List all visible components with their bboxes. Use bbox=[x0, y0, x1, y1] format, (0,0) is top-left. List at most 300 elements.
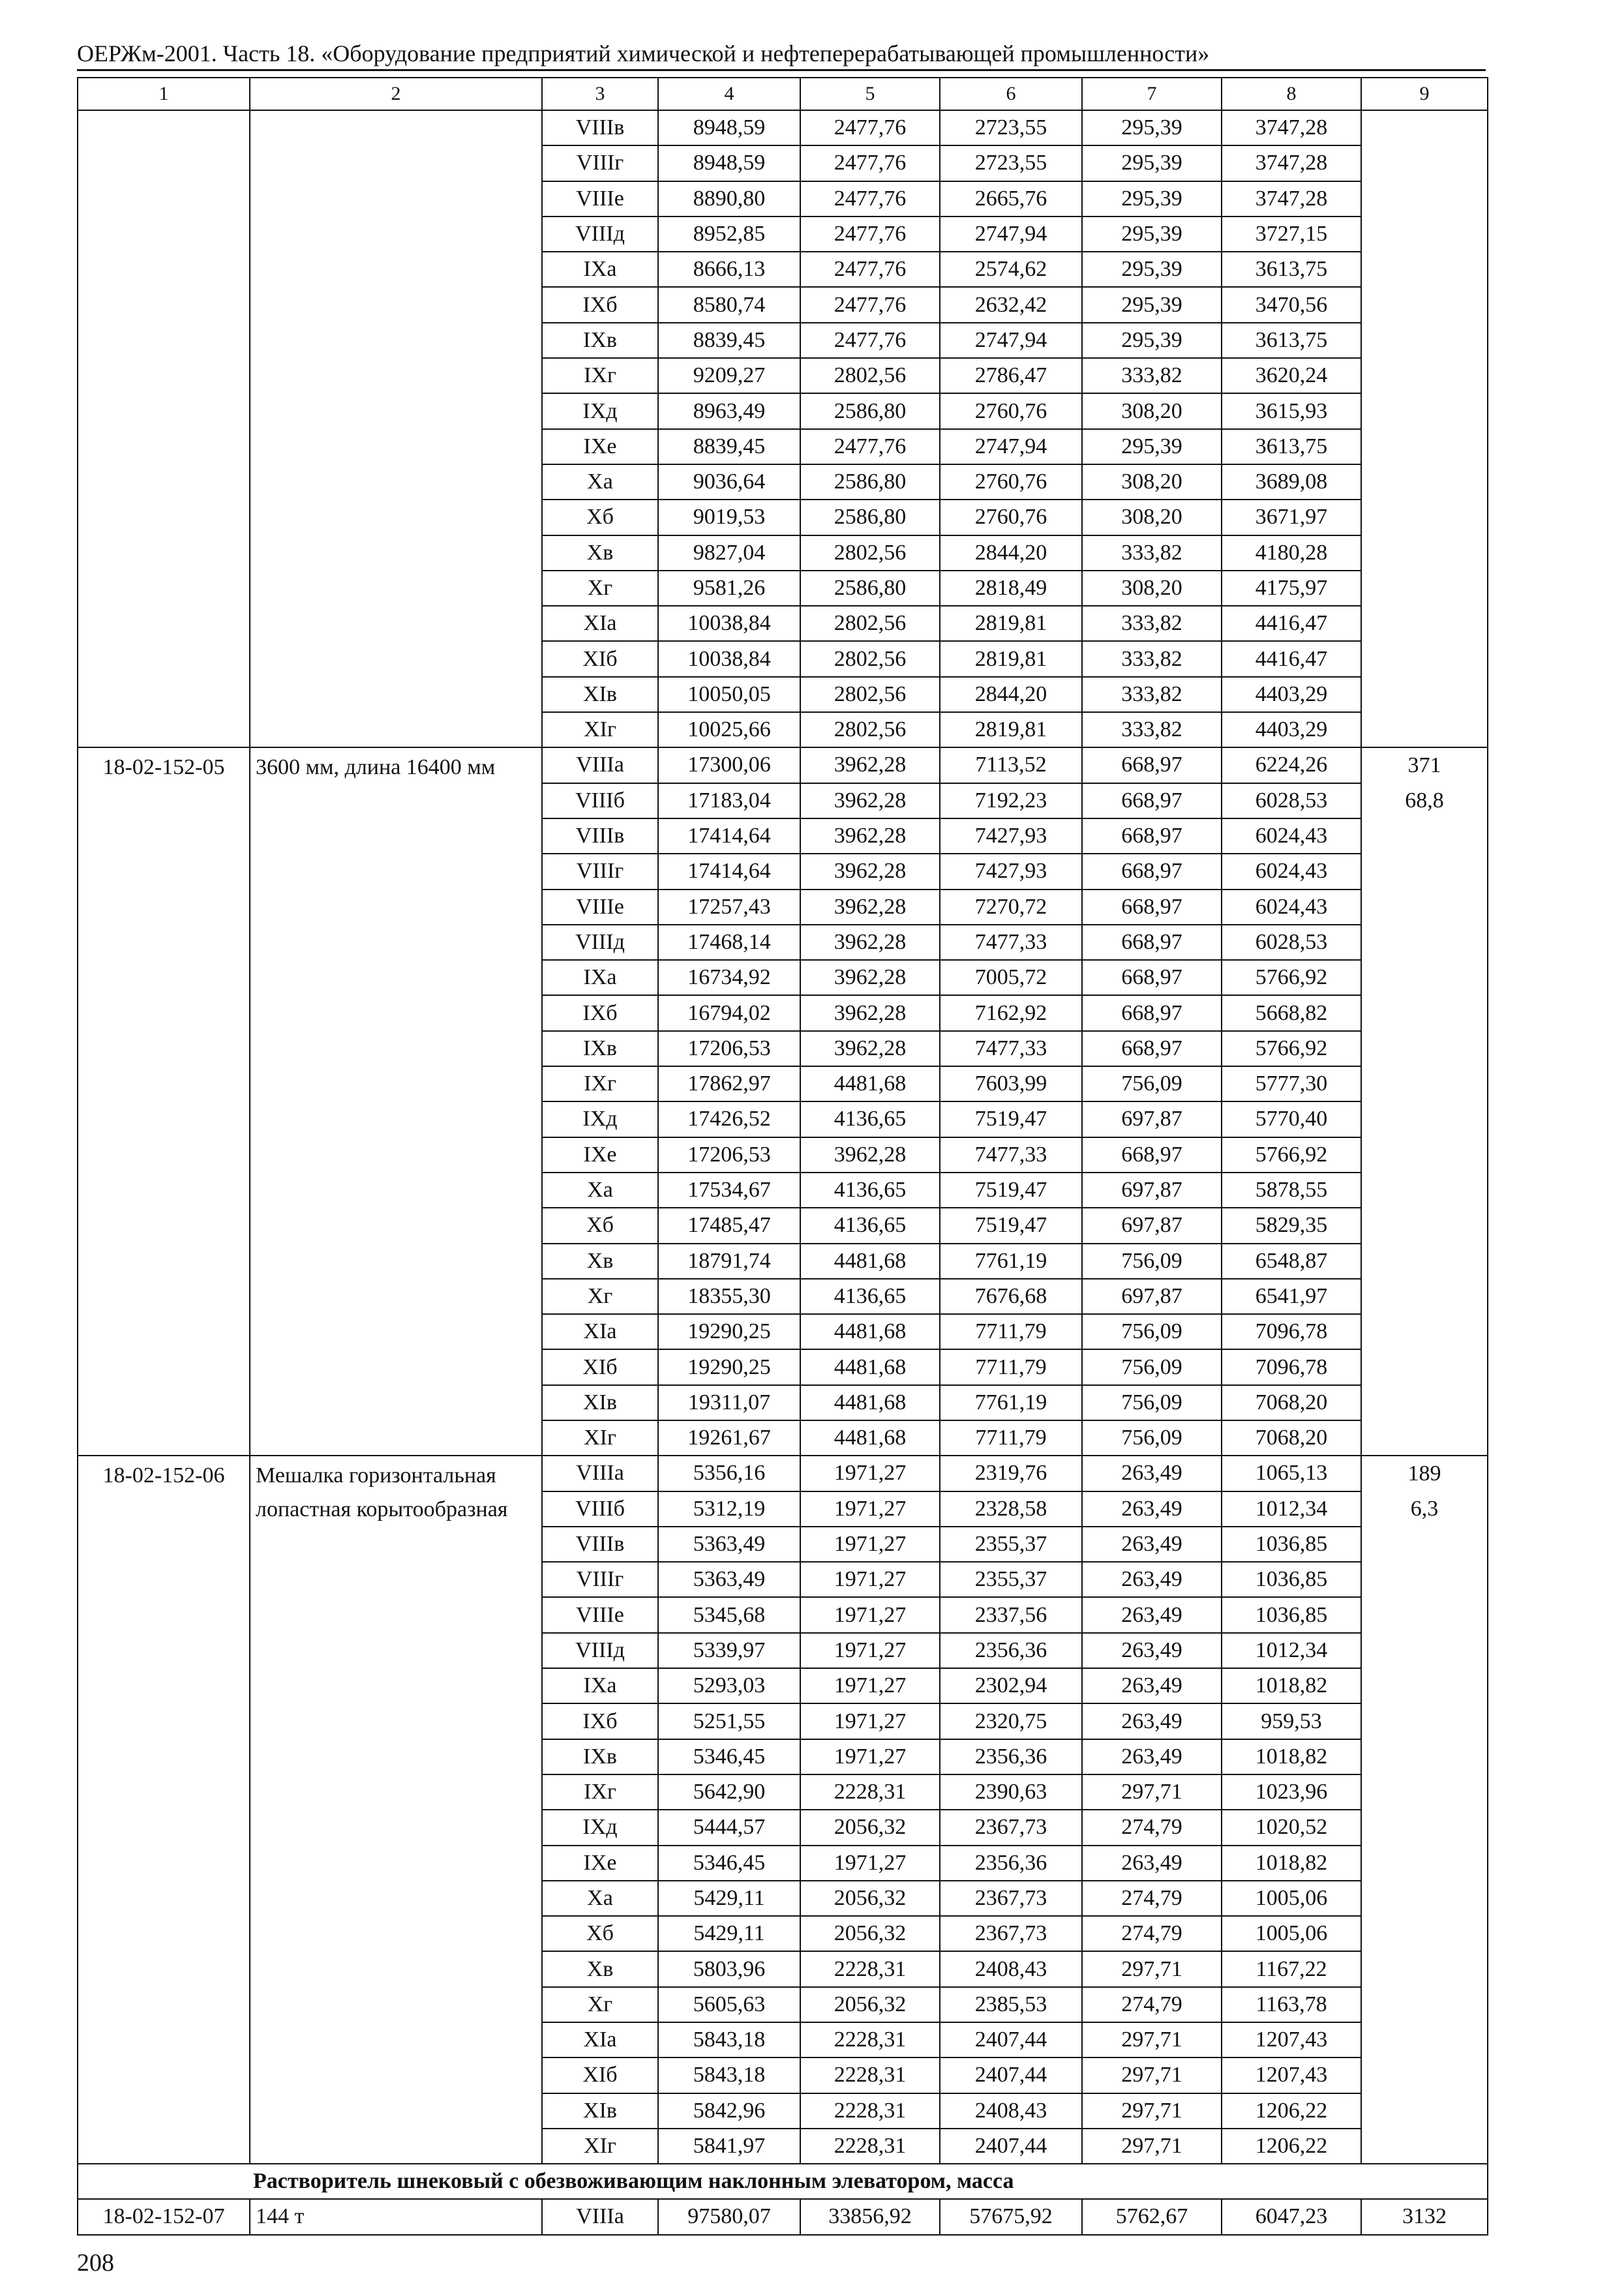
value-cell: 263,49 bbox=[1082, 1633, 1222, 1668]
value-cell: 4481,68 bbox=[800, 1349, 940, 1384]
col9-value: 6,3 bbox=[1361, 1491, 1488, 1527]
value-cell: 2477,76 bbox=[800, 323, 940, 358]
value-cell: 333,82 bbox=[1082, 712, 1222, 747]
value-cell: 1023,96 bbox=[1222, 1774, 1361, 1810]
value-cell: 1005,06 bbox=[1222, 1916, 1361, 1951]
section-title: Растворитель шнековый с обезвоживающим наклонным элеватором, масса bbox=[78, 2164, 1488, 2199]
page-header: ОЕРЖм-2001. Часть 18. «Оборудование предприятий химической и нефтеперерабатывающей промышленности» bbox=[77, 40, 1210, 67]
value-cell: 2407,44 bbox=[940, 2129, 1082, 2164]
value-cell: 2355,37 bbox=[940, 1527, 1082, 1562]
value-cell: 3620,24 bbox=[1222, 358, 1361, 393]
value-cell: VIIIд bbox=[542, 925, 658, 960]
rates-table bbox=[77, 77, 1488, 2236]
value-cell: 7096,78 bbox=[1222, 1349, 1361, 1384]
col9-value bbox=[1361, 1527, 1488, 1562]
value-cell: 2477,76 bbox=[800, 110, 940, 145]
value-cell: VIIIг bbox=[542, 145, 658, 181]
value-cell: XIб bbox=[542, 1349, 658, 1384]
col9-value bbox=[1361, 1101, 1488, 1137]
value-cell: 297,71 bbox=[1082, 2129, 1222, 2164]
value-cell: 1012,34 bbox=[1222, 1491, 1361, 1527]
value-cell: 8948,59 bbox=[658, 145, 800, 181]
value-cell: 18791,74 bbox=[658, 1244, 800, 1279]
value-cell: 2328,58 bbox=[940, 1491, 1082, 1527]
value-cell: 5843,18 bbox=[658, 2057, 800, 2093]
item-name bbox=[250, 110, 542, 747]
value-cell: 8948,59 bbox=[658, 110, 800, 145]
col9-value: 189 bbox=[1361, 1456, 1488, 1491]
value-cell: IXг bbox=[542, 1774, 658, 1810]
value-cell: IXе bbox=[542, 1846, 658, 1881]
value-cell: IXб bbox=[542, 1703, 658, 1739]
value-cell: 1163,78 bbox=[1222, 1987, 1361, 2022]
value-cell: 5293,03 bbox=[658, 1668, 800, 1703]
value-cell: 4136,65 bbox=[800, 1208, 940, 1243]
value-cell: IXб bbox=[542, 995, 658, 1030]
value-cell: 1971,27 bbox=[800, 1703, 940, 1739]
col9-value bbox=[1361, 1703, 1488, 1739]
value-cell: 333,82 bbox=[1082, 641, 1222, 676]
value-cell: 2802,56 bbox=[800, 358, 940, 393]
value-cell: 7270,72 bbox=[940, 890, 1082, 925]
value-cell: 5429,11 bbox=[658, 1881, 800, 1916]
value-cell: IXг bbox=[542, 1066, 658, 1101]
value-cell: 2802,56 bbox=[800, 535, 940, 571]
col9-value bbox=[1361, 890, 1488, 925]
value-cell: 2367,73 bbox=[940, 1916, 1082, 1951]
value-cell: 1971,27 bbox=[800, 1846, 940, 1881]
value-cell: Xб bbox=[542, 1916, 658, 1951]
value-cell: 274,79 bbox=[1082, 1916, 1222, 1951]
value-cell: 2302,94 bbox=[940, 1668, 1082, 1703]
value-cell: 697,87 bbox=[1082, 1208, 1222, 1243]
value-cell: 2408,43 bbox=[940, 1951, 1082, 1986]
value-cell: 2844,20 bbox=[940, 535, 1082, 571]
value-cell: 3962,28 bbox=[800, 747, 940, 783]
value-cell: 3962,28 bbox=[800, 818, 940, 854]
value-cell: 1036,85 bbox=[1222, 1562, 1361, 1597]
value-cell: 959,53 bbox=[1222, 1703, 1361, 1739]
value-cell: IXб bbox=[542, 287, 658, 322]
col9-value bbox=[1361, 712, 1488, 747]
value-cell: 8839,45 bbox=[658, 323, 800, 358]
value-cell: 2407,44 bbox=[940, 2057, 1082, 2093]
col9-value bbox=[1361, 1031, 1488, 1066]
value-cell: 17414,64 bbox=[658, 818, 800, 854]
section-title-row bbox=[78, 2164, 1488, 2199]
value-cell: 756,09 bbox=[1082, 1314, 1222, 1349]
value-cell: Xв bbox=[542, 1244, 658, 1279]
value-cell: VIIIе bbox=[542, 1597, 658, 1632]
value-cell: 10038,84 bbox=[658, 606, 800, 641]
col9-value: 371 bbox=[1361, 747, 1488, 783]
value-cell: XIг bbox=[542, 2129, 658, 2164]
column-number: 1 bbox=[78, 78, 250, 110]
value-cell: 3962,28 bbox=[800, 854, 940, 889]
value-cell: 9036,64 bbox=[658, 464, 800, 500]
value-cell: 7113,52 bbox=[940, 747, 1082, 783]
col9-value bbox=[1361, 1420, 1488, 1456]
value-cell: 295,39 bbox=[1082, 110, 1222, 145]
col9-value bbox=[1361, 606, 1488, 641]
value-cell: 4416,47 bbox=[1222, 606, 1361, 641]
value-cell: 297,71 bbox=[1082, 2057, 1222, 2093]
value-cell: 18355,30 bbox=[658, 1279, 800, 1314]
col9-value bbox=[1361, 1244, 1488, 1279]
value-cell: 1971,27 bbox=[800, 1597, 940, 1632]
value-cell: 5363,49 bbox=[658, 1562, 800, 1597]
value-cell: 17300,06 bbox=[658, 747, 800, 783]
value-cell: 1971,27 bbox=[800, 1491, 940, 1527]
col9-value bbox=[1361, 535, 1488, 571]
value-cell: IXа bbox=[542, 1668, 658, 1703]
value-cell: 1971,27 bbox=[800, 1456, 940, 1491]
value-cell: 2760,76 bbox=[940, 500, 1082, 535]
value-cell: 5363,49 bbox=[658, 1527, 800, 1562]
value-cell: 8839,45 bbox=[658, 429, 800, 464]
value-cell: 8952,85 bbox=[658, 217, 800, 252]
value-cell: 7427,93 bbox=[940, 818, 1082, 854]
value-cell: Xа bbox=[542, 1881, 658, 1916]
value-cell: 7477,33 bbox=[940, 925, 1082, 960]
value-cell: 4136,65 bbox=[800, 1173, 940, 1208]
col9-value bbox=[1361, 925, 1488, 960]
value-cell: 3962,28 bbox=[800, 1137, 940, 1173]
value-cell: 2760,76 bbox=[940, 464, 1082, 500]
value-cell: 7761,19 bbox=[940, 1244, 1082, 1279]
value-cell: 2385,53 bbox=[940, 1987, 1082, 2022]
value-cell: 1167,22 bbox=[1222, 1951, 1361, 1986]
value-cell: 3747,28 bbox=[1222, 110, 1361, 145]
col9-value bbox=[1361, 287, 1488, 322]
value-cell: 57675,92 bbox=[940, 2199, 1082, 2234]
value-cell: 756,09 bbox=[1082, 1349, 1222, 1384]
value-cell: 2586,80 bbox=[800, 500, 940, 535]
value-cell: 1971,27 bbox=[800, 1527, 940, 1562]
value-cell: 668,97 bbox=[1082, 854, 1222, 889]
value-cell: IXа bbox=[542, 252, 658, 287]
value-cell: XIв bbox=[542, 677, 658, 712]
col9-value bbox=[1361, 1597, 1488, 1632]
value-cell: 2056,32 bbox=[800, 1916, 940, 1951]
value-cell: VIIIв bbox=[542, 1527, 658, 1562]
value-cell: 7519,47 bbox=[940, 1173, 1082, 1208]
value-cell: 17206,53 bbox=[658, 1031, 800, 1066]
value-cell: 295,39 bbox=[1082, 323, 1222, 358]
value-cell: 5762,67 bbox=[1082, 2199, 1222, 2234]
col9-value bbox=[1361, 1279, 1488, 1314]
value-cell: 3132 bbox=[1361, 2199, 1488, 2234]
value-cell: VIIIа bbox=[542, 1456, 658, 1491]
value-cell: 263,49 bbox=[1082, 1703, 1222, 1739]
value-cell: 5843,18 bbox=[658, 2022, 800, 2057]
value-cell: 97580,07 bbox=[658, 2199, 800, 2234]
value-cell: 1971,27 bbox=[800, 1633, 940, 1668]
value-cell: VIIIд bbox=[542, 1633, 658, 1668]
value-cell: 7162,92 bbox=[940, 995, 1082, 1030]
value-cell: 2319,76 bbox=[940, 1456, 1082, 1491]
value-cell: 756,09 bbox=[1082, 1244, 1222, 1279]
col9-value bbox=[1361, 2093, 1488, 2129]
value-cell: 6548,87 bbox=[1222, 1244, 1361, 1279]
value-cell: 6024,43 bbox=[1222, 854, 1361, 889]
value-cell: 2356,36 bbox=[940, 1739, 1082, 1774]
value-cell: IXе bbox=[542, 429, 658, 464]
column-number: 4 bbox=[658, 78, 800, 110]
value-cell: 17414,64 bbox=[658, 854, 800, 889]
value-cell: IXа bbox=[542, 960, 658, 995]
item-code: 18-02-152-07 bbox=[78, 2199, 250, 2234]
col9-value bbox=[1361, 1881, 1488, 1916]
value-cell: 2574,62 bbox=[940, 252, 1082, 287]
item-code: 18-02-152-05 bbox=[78, 747, 250, 1456]
value-cell: 5770,40 bbox=[1222, 1101, 1361, 1137]
table-row bbox=[78, 1456, 1488, 1491]
value-cell: 263,49 bbox=[1082, 1562, 1222, 1597]
value-cell: VIIIа bbox=[542, 747, 658, 783]
value-cell: 2477,76 bbox=[800, 217, 940, 252]
value-cell: 1971,27 bbox=[800, 1668, 940, 1703]
value-cell: 4481,68 bbox=[800, 1066, 940, 1101]
value-cell: 10038,84 bbox=[658, 641, 800, 676]
value-cell: 7711,79 bbox=[940, 1349, 1082, 1384]
value-cell: VIIIд bbox=[542, 217, 658, 252]
value-cell: VIIIг bbox=[542, 854, 658, 889]
value-cell: 2723,55 bbox=[940, 145, 1082, 181]
value-cell: 263,49 bbox=[1082, 1668, 1222, 1703]
col9-value: 68,8 bbox=[1361, 783, 1488, 818]
value-cell: 7477,33 bbox=[940, 1137, 1082, 1173]
value-cell: 274,79 bbox=[1082, 1810, 1222, 1845]
value-cell: 2228,31 bbox=[800, 1951, 940, 1986]
value-cell: 7519,47 bbox=[940, 1208, 1082, 1243]
value-cell: 3962,28 bbox=[800, 890, 940, 925]
value-cell: XIб bbox=[542, 641, 658, 676]
col9-value bbox=[1361, 854, 1488, 889]
value-cell: 7711,79 bbox=[940, 1420, 1082, 1456]
column-number-row bbox=[78, 78, 1488, 110]
value-cell: XIа bbox=[542, 2022, 658, 2057]
value-cell: 3962,28 bbox=[800, 960, 940, 995]
value-cell: 5878,55 bbox=[1222, 1173, 1361, 1208]
col9-value bbox=[1361, 252, 1488, 287]
value-cell: VIIIе bbox=[542, 181, 658, 217]
value-cell: 19261,67 bbox=[658, 1420, 800, 1456]
value-cell: 295,39 bbox=[1082, 145, 1222, 181]
value-cell: 1018,82 bbox=[1222, 1846, 1361, 1881]
value-cell: 2228,31 bbox=[800, 2093, 940, 2129]
value-cell: 295,39 bbox=[1082, 181, 1222, 217]
column-number: 8 bbox=[1222, 78, 1361, 110]
value-cell: 4481,68 bbox=[800, 1244, 940, 1279]
value-cell: 5346,45 bbox=[658, 1846, 800, 1881]
value-cell: 7477,33 bbox=[940, 1031, 1082, 1066]
value-cell: 2819,81 bbox=[940, 606, 1082, 641]
value-cell: 4180,28 bbox=[1222, 535, 1361, 571]
col9-value bbox=[1361, 1633, 1488, 1668]
col9-value bbox=[1361, 1739, 1488, 1774]
value-cell: 2760,76 bbox=[940, 393, 1082, 428]
value-cell: 668,97 bbox=[1082, 1137, 1222, 1173]
value-cell: 10050,05 bbox=[658, 677, 800, 712]
value-cell: 5829,35 bbox=[1222, 1208, 1361, 1243]
value-cell: 756,09 bbox=[1082, 1385, 1222, 1420]
value-cell: 2407,44 bbox=[940, 2022, 1082, 2057]
value-cell: 3615,93 bbox=[1222, 393, 1361, 428]
value-cell: 263,49 bbox=[1082, 1491, 1222, 1527]
value-cell: Xг bbox=[542, 1987, 658, 2022]
value-cell: 2337,56 bbox=[940, 1597, 1082, 1632]
col9-value bbox=[1361, 571, 1488, 606]
value-cell: 2632,42 bbox=[940, 287, 1082, 322]
value-cell: IXд bbox=[542, 1101, 658, 1137]
value-cell: 668,97 bbox=[1082, 747, 1222, 783]
value-cell: 17183,04 bbox=[658, 783, 800, 818]
value-cell: 6224,26 bbox=[1222, 747, 1361, 783]
value-cell: 2818,49 bbox=[940, 571, 1082, 606]
value-cell: 5766,92 bbox=[1222, 1031, 1361, 1066]
col9-value bbox=[1361, 1349, 1488, 1384]
value-cell: 8963,49 bbox=[658, 393, 800, 428]
col9-value bbox=[1361, 1385, 1488, 1420]
col9-value bbox=[1361, 1562, 1488, 1597]
value-cell: 274,79 bbox=[1082, 1881, 1222, 1916]
value-cell: 1005,06 bbox=[1222, 1881, 1361, 1916]
col9-value bbox=[1361, 2057, 1488, 2093]
value-cell: 4481,68 bbox=[800, 1314, 940, 1349]
value-cell: 756,09 bbox=[1082, 1066, 1222, 1101]
value-cell: 2367,73 bbox=[940, 1810, 1082, 1845]
column-number: 2 bbox=[250, 78, 542, 110]
item-name: 144 т bbox=[250, 2199, 542, 2234]
col9-value bbox=[1361, 1774, 1488, 1810]
value-cell: 5803,96 bbox=[658, 1951, 800, 1986]
value-cell: VIIIв bbox=[542, 818, 658, 854]
value-cell: Xа bbox=[542, 1173, 658, 1208]
value-cell: 9827,04 bbox=[658, 535, 800, 571]
value-cell: 5605,63 bbox=[658, 1987, 800, 2022]
value-cell: 7603,99 bbox=[940, 1066, 1082, 1101]
value-cell: 2355,37 bbox=[940, 1562, 1082, 1597]
value-cell: 5842,96 bbox=[658, 2093, 800, 2129]
value-cell: 2477,76 bbox=[800, 145, 940, 181]
value-cell: 5777,30 bbox=[1222, 1066, 1361, 1101]
value-cell: 9581,26 bbox=[658, 571, 800, 606]
value-cell: 2320,75 bbox=[940, 1703, 1082, 1739]
value-cell: XIб bbox=[542, 2057, 658, 2093]
value-cell: VIIIв bbox=[542, 110, 658, 145]
value-cell: 1207,43 bbox=[1222, 2022, 1361, 2057]
value-cell: 6541,97 bbox=[1222, 1279, 1361, 1314]
value-cell: 16794,02 bbox=[658, 995, 800, 1030]
col9-value bbox=[1361, 217, 1488, 252]
table-row bbox=[78, 747, 1488, 783]
value-cell: VIIIб bbox=[542, 1491, 658, 1527]
value-cell: 2356,36 bbox=[940, 1846, 1082, 1881]
value-cell: 8890,80 bbox=[658, 181, 800, 217]
value-cell: 3962,28 bbox=[800, 1031, 940, 1066]
value-cell: 2477,76 bbox=[800, 181, 940, 217]
value-cell: 1036,85 bbox=[1222, 1527, 1361, 1562]
value-cell: 9019,53 bbox=[658, 500, 800, 535]
value-cell: 5339,97 bbox=[658, 1633, 800, 1668]
value-cell: 5251,55 bbox=[658, 1703, 800, 1739]
value-cell: 668,97 bbox=[1082, 783, 1222, 818]
col9-value bbox=[1361, 2129, 1488, 2164]
value-cell: 5356,16 bbox=[658, 1456, 800, 1491]
value-cell: 297,71 bbox=[1082, 1774, 1222, 1810]
value-cell: 668,97 bbox=[1082, 960, 1222, 995]
value-cell: 2477,76 bbox=[800, 429, 940, 464]
value-cell: 2356,36 bbox=[940, 1633, 1082, 1668]
value-cell: 2477,76 bbox=[800, 252, 940, 287]
value-cell: 19290,25 bbox=[658, 1314, 800, 1349]
value-cell: 274,79 bbox=[1082, 1987, 1222, 2022]
value-cell: 3962,28 bbox=[800, 783, 940, 818]
value-cell: 3727,15 bbox=[1222, 217, 1361, 252]
value-cell: 17257,43 bbox=[658, 890, 800, 925]
value-cell: 2819,81 bbox=[940, 641, 1082, 676]
value-cell: 3470,56 bbox=[1222, 287, 1361, 322]
value-cell: 668,97 bbox=[1082, 1031, 1222, 1066]
value-cell: 7096,78 bbox=[1222, 1314, 1361, 1349]
col9-value bbox=[1361, 677, 1488, 712]
col9-value bbox=[1361, 1137, 1488, 1173]
value-cell: XIв bbox=[542, 2093, 658, 2129]
value-cell: 16734,92 bbox=[658, 960, 800, 995]
value-cell: 3747,28 bbox=[1222, 145, 1361, 181]
value-cell: 297,71 bbox=[1082, 2022, 1222, 2057]
value-cell: 2390,63 bbox=[940, 1774, 1082, 1810]
value-cell: 333,82 bbox=[1082, 535, 1222, 571]
value-cell: Xб bbox=[542, 500, 658, 535]
value-cell: 4136,65 bbox=[800, 1101, 940, 1137]
col9-value bbox=[1361, 429, 1488, 464]
value-cell: 4136,65 bbox=[800, 1279, 940, 1314]
value-cell: 668,97 bbox=[1082, 925, 1222, 960]
value-cell: 1971,27 bbox=[800, 1562, 940, 1597]
value-cell: 2056,32 bbox=[800, 1810, 940, 1845]
value-cell: VIIIб bbox=[542, 783, 658, 818]
value-cell: Xг bbox=[542, 571, 658, 606]
value-cell: 308,20 bbox=[1082, 393, 1222, 428]
col9-value bbox=[1361, 1668, 1488, 1703]
value-cell: IXв bbox=[542, 1739, 658, 1774]
col9-value bbox=[1361, 464, 1488, 500]
col9-value bbox=[1361, 995, 1488, 1030]
value-cell: 2747,94 bbox=[940, 429, 1082, 464]
value-cell: 668,97 bbox=[1082, 818, 1222, 854]
value-cell: 2056,32 bbox=[800, 1881, 940, 1916]
value-cell: 1020,52 bbox=[1222, 1810, 1361, 1845]
value-cell: 2723,55 bbox=[940, 110, 1082, 145]
value-cell: 263,49 bbox=[1082, 1597, 1222, 1632]
value-cell: 17426,52 bbox=[658, 1101, 800, 1137]
value-cell: 2802,56 bbox=[800, 606, 940, 641]
value-cell: Xа bbox=[542, 464, 658, 500]
col9-value bbox=[1361, 1916, 1488, 1951]
value-cell: 8666,13 bbox=[658, 252, 800, 287]
value-cell: 2586,80 bbox=[800, 464, 940, 500]
value-cell: 1206,22 bbox=[1222, 2093, 1361, 2129]
value-cell: 297,71 bbox=[1082, 2093, 1222, 2129]
value-cell: 263,49 bbox=[1082, 1456, 1222, 1491]
value-cell: 17485,47 bbox=[658, 1208, 800, 1243]
value-cell: 668,97 bbox=[1082, 890, 1222, 925]
value-cell: 17468,14 bbox=[658, 925, 800, 960]
value-cell: 2786,47 bbox=[940, 358, 1082, 393]
value-cell: XIг bbox=[542, 712, 658, 747]
